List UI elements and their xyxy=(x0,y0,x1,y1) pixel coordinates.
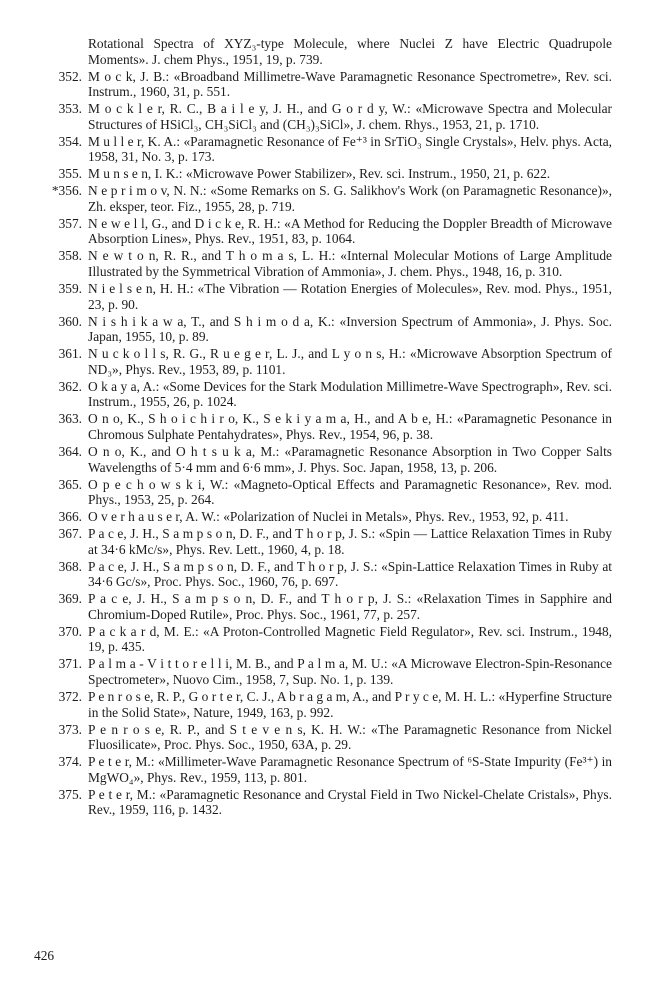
reference-entry xyxy=(32,591,612,622)
reference-number: 373. xyxy=(58,721,82,737)
reference-number: 374. xyxy=(58,754,82,770)
reference-text: P a c e, J. H., S a m p s o n, D. F., and T h o r p, J. S.: «Spin — Lattice Relaxation Times in Ruby at 34·6 kMc/s», Phys. Rev. Lett., 1960, 4, p. 18. xyxy=(88,526,612,557)
reference-number: 366. xyxy=(58,509,82,525)
reference-entry xyxy=(32,346,612,377)
reference-entry xyxy=(32,134,612,165)
reference-number: 358. xyxy=(58,248,82,264)
reference-number: 372. xyxy=(58,688,82,704)
reference-text: M u l l e r, K. A.: «Paramagnetic Resonance of Fe⁺³ in SrTiO₃ Single Crystals», Helv. phys. Acta, 1958, 31, No. 3, p. 173. xyxy=(88,133,612,165)
reference-number: 361. xyxy=(58,346,82,362)
reference-list xyxy=(32,36,612,819)
reference-number: 360. xyxy=(58,313,82,329)
reference-entry xyxy=(32,754,612,785)
reference-text: P e n r o s e, R. P., and S t e v e n s, K. H. W.: «The Paramagnetic Resonance from Nickel Fluosilicate», Proc. Phys. Soc., 1950, 63A, p. 29. xyxy=(88,721,612,753)
reference-number: 352. xyxy=(58,68,82,84)
reference-number: 359. xyxy=(58,281,82,297)
reference-text: O n o, K., S h o i c h i r o, K., S e k i y a m a, H., and A b e, H.: «Paramagnetic Pesonance in Chromous Sulphate Pentahydrates», Phys. Rev., 1954, 96, p. 38. xyxy=(88,411,612,442)
reference-text: P a c e, J. H., S a m p s o n, D. F., and T h o r p, J. S.: «Relaxation Times in Sapphire and Chromium-Doped Rutile», Proc. Phys. Soc., 1961, 77, p. 257. xyxy=(88,591,612,622)
reference-entry xyxy=(32,722,612,753)
reference-text: Rotational Spectra of XYZ₃-type Molecule, where Nuclei Z have Electric Quadrupole Moments». J. chem Phys., 1951, 19, p. 739. xyxy=(88,36,612,67)
reference-entry xyxy=(32,281,612,312)
reference-text: N e w e l l, G., and D i c k e, R. H.: «A Method for Reducing the Doppler Breadth of Microwave Absorption Lines», Phys. Rev., 1951, 83, p. 1064. xyxy=(88,215,612,247)
reference-number: 354. xyxy=(58,133,82,149)
reference-text: N u c k o l l s, R. G., R u e g e r, L. J., and L y o n s, H.: «Microwave Absorption Spectrum of ND₃», Phys. Rev., 1953, 89, p. 1101. xyxy=(88,346,612,377)
reference-text: O k a y a, A.: «Some Devices for the Stark Modulation Millimetre-Wave Spectrograph», Rev. sci. Instrum., 1955, 26, p. 1024. xyxy=(88,378,612,410)
reference-entry xyxy=(32,314,612,345)
reference-text: M u n s e n, I. K.: «Microwave Power Stabilizer», Rev. sci. Instrum., 1950, 21, p. 622. xyxy=(88,166,551,182)
reference-entry xyxy=(32,656,612,687)
reference-entry xyxy=(32,183,612,214)
reference-number: *356. xyxy=(51,183,82,199)
reference-number: 364. xyxy=(58,443,82,459)
reference-entry xyxy=(32,477,612,508)
reference-number: 367. xyxy=(58,526,82,542)
reference-number: 365. xyxy=(58,476,82,492)
reference-text: M o c k, J. B.: «Broadband Millimetre-Wave Paramagnetic Resonance Spectrometre», Rev. sci. Instrum., 1960, 31, p. 551. xyxy=(88,68,612,100)
reference-text: O v e r h a u s e r, A. W.: «Polarization of Nuclei in Metals», Phys. Rev., 1953, 92, p. 411. xyxy=(88,509,569,525)
reference-entry xyxy=(32,69,612,100)
reference-text: P a c k a r d, M. E.: «A Proton-Controlled Magnetic Field Regulator», Rev. sci. Instrum., 1948, 19, p. 435. xyxy=(88,623,612,655)
reference-number: 375. xyxy=(58,786,82,802)
reference-entry xyxy=(32,379,612,410)
reference-entry xyxy=(32,509,612,525)
reference-text: P a l m a - V i t t o r e l l i, M. B., and P a l m a, M. U.: «A Microwave Electron-Spin-Resonance Spectrometer», Nuovo Cim., 1958, 7, Sup. No. 1, p. 139. xyxy=(88,656,612,687)
reference-number: 362. xyxy=(58,378,82,394)
reference-text: M o c k l e r, R. C., B a i l e y, J. H., and G o r d y, W.: «Microwave Spectra and Molecular Structures of HSiCl₃, CH₃SiCl₃ and (CH₃)₃SiCl», J. chem. Rhys., 1953, 21, p. 1710. xyxy=(88,101,612,132)
reference-text: N i e l s e n, H. H.: «The Vibration — Rotation Energies of Molecules», Rev. mod. Phys., 1951, 23, p. 90. xyxy=(88,281,612,312)
reference-entry xyxy=(32,216,612,247)
reference-entry xyxy=(32,101,612,132)
reference-number: 363. xyxy=(58,411,82,427)
reference-number: 371. xyxy=(58,656,82,672)
reference-text: O p e c h o w s k i, W.: «Magneto-Optical Effects and Paramagnetic Resonance», Rev. mod. Phys., 1953, 25, p. 264. xyxy=(88,476,612,508)
reference-number: 369. xyxy=(58,591,82,607)
reference-text: N e w t o n, R. R., and T h o m a s, L. H.: «Internal Molecular Motions of Large Amplitude Illustrated by the Symmetrical Vibration of Ammonia», J. chem. Phys., 1948, 16, p. 310. xyxy=(88,248,612,280)
reference-entry xyxy=(32,526,612,557)
reference-entry xyxy=(32,166,612,182)
reference-number: 357. xyxy=(58,215,82,231)
reference-text: N e p r i m o v, N. N.: «Some Remarks on S. G. Salikhov's Work (on Paramagnetic Resonance)», Zh. eksper, teor. Fiz., 1955, 28, p. 719. xyxy=(88,183,612,214)
reference-text: O n o, K., and O h t s u k a, M.: «Paramagnetic Resonance Absorption in Two Copper Salts Wavelengths of 5·4 mm and 6·6 mm», J. Phys. Soc. Japan, 1958, 13, p. 206. xyxy=(88,443,612,475)
reference-number: 368. xyxy=(58,558,82,574)
reference-number: 353. xyxy=(58,101,82,117)
reference-entry xyxy=(32,248,612,279)
reference-text: P e t e r, M.: «Millimeter-Wave Paramagnetic Resonance Spectrum of ⁶S-State Impurity (Fe³⁺) in MgWO₄», Phys. Rev., 1959, 113, p. 801. xyxy=(88,754,612,785)
reference-number: 370. xyxy=(58,623,82,639)
reference-text: P e t e r, M.: «Paramagnetic Resonance and Crystal Field in Two Nickel-Chelate Cristals», Phys. Rev., 1959, 116, p. 1432. xyxy=(88,786,612,818)
reference-number: 355. xyxy=(58,166,82,182)
reference-text: P a c e, J. H., S a m p s o n, D. F., and T h o r p, J. S.: «Spin-Lattice Relaxation Times in Ruby at 34·6 Gc/s», Proc. Phys. Soc., 1960, 76, p. 697. xyxy=(88,558,612,590)
page-number: 426 xyxy=(34,948,55,963)
reference-entry xyxy=(32,559,612,590)
reference-entry xyxy=(32,624,612,655)
reference-entry xyxy=(32,444,612,475)
reference-entry xyxy=(32,411,612,442)
reference-entry xyxy=(32,689,612,720)
reference-text: P e n r o s e, R. P., G o r t e r, C. J., A b r a g a m, A., and P r y c e, M. H. L.: «Hyperfine Structure in the Solid State», Nature, 1949, 163, p. 992. xyxy=(88,688,612,720)
reference-entry xyxy=(32,36,612,67)
reference-entry xyxy=(32,787,612,818)
reference-text: N i s h i k a w a, T., and S h i m o d a, K.: «Inversion Spectrum of Ammonia», J. Phys. Soc. Japan, 1955, 10, p. 89. xyxy=(88,313,612,345)
